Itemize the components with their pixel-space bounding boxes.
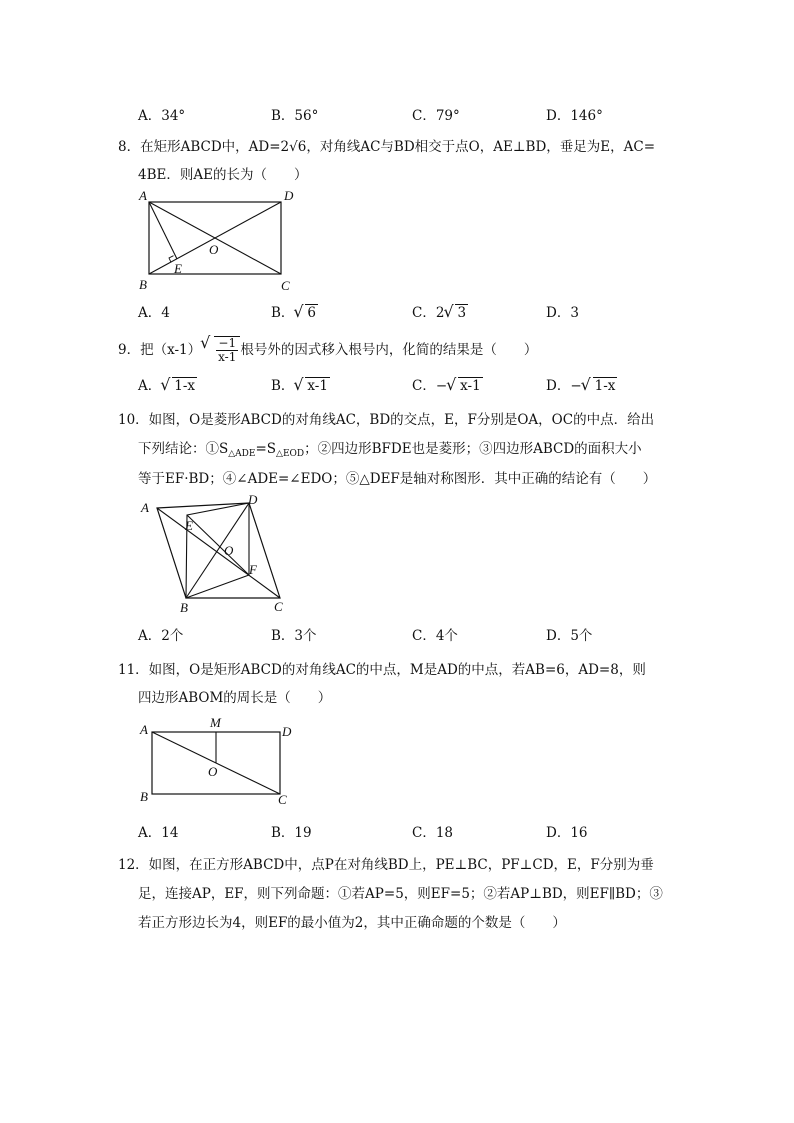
q10-label-c: C xyxy=(274,599,283,614)
q10-stem-line1: 10．如图，O是菱形ABCD的对角线AC，BD的交点，E，F分别是OA，OC的中点．给出 xyxy=(118,412,655,428)
q9-stem: 9．把（x-1） √ $\frac{-1}{x-1}$ 根号外的因式移入根号内，化简的结果是（ ） xyxy=(118,336,537,364)
q8-option-a: A．4 xyxy=(138,305,170,321)
q7-option-d: D．146° xyxy=(546,108,603,124)
q10-label-e: E xyxy=(185,518,193,533)
q11-option-a: A．14 xyxy=(138,825,179,841)
q10-options xyxy=(138,624,758,644)
q9-option-d: D．−√ 1-x xyxy=(546,374,617,394)
q8-option-b: B．√ 6 xyxy=(271,301,318,321)
q8-stem-line1: 8．在矩形ABCD中，AD=2√6，对角线AC与BD相交于点O，AE⊥BD，垂足为E，AC= xyxy=(118,139,656,155)
q7-option-c: C．79° xyxy=(412,108,460,124)
q9-option-c: C．−√ x-1 xyxy=(412,374,483,394)
q11-stem-line1: 11．如图，O是矩形ABCD的对角线AC的中点，M是AD的中点，若AB=6，AD=8，则 xyxy=(118,662,646,678)
q8-options xyxy=(138,301,758,321)
q8-stem-line2: 4BE．则AE的长为（ ） xyxy=(138,167,308,183)
q11-label-o: O xyxy=(208,764,218,779)
q8-label-d: D xyxy=(284,188,294,203)
q12-stem-line2: 足，连接AP，EF，则下列命题：①若AP=5，则EF=5；②若AP⊥BD，则EF∥BD；③ xyxy=(138,886,663,902)
q8-option-c: C．2√ 3 xyxy=(412,301,468,321)
q11-options xyxy=(138,821,758,841)
q11-label-b: B xyxy=(140,789,148,804)
q8-label-a: A xyxy=(139,188,147,203)
q10-label-o: O xyxy=(224,543,234,558)
q10-option-b: B．3个 xyxy=(271,628,317,644)
q8-label-c: C xyxy=(281,278,290,293)
q10-label-d: D xyxy=(248,492,258,507)
q10-label-a: A xyxy=(141,500,149,515)
q11-option-d: D．16 xyxy=(546,825,588,841)
q10-stem-line3: 等于EF·BD；④∠ADE=∠EDO；⑤△DEF是轴对称图形．其中正确的结论有（ ） xyxy=(138,471,657,487)
q8-label-o: O xyxy=(209,242,219,257)
q10-option-a: A．2个 xyxy=(138,628,184,644)
q7-option-b: B．56° xyxy=(271,108,319,124)
q7-option-a: A．34° xyxy=(138,108,186,124)
q8-label-e: E xyxy=(174,261,182,276)
q10-label-b: B xyxy=(180,600,188,615)
q11-stem-line2: 四边形ABOM的周长是（ ） xyxy=(138,690,332,706)
q11-label-a: A xyxy=(140,722,148,737)
q11-option-b: B．19 xyxy=(271,825,312,841)
q10-label-f: F xyxy=(249,562,257,577)
q10-figure xyxy=(135,492,300,617)
q8-option-d: D．3 xyxy=(546,305,579,321)
q11-label-m: M xyxy=(210,715,221,730)
q10-stem-line2: 下列结论：$①S_{\triangle ADE}=S_{\triangle EOD}$；②四边形BFDE也是菱形；③四边形ABCD的面积大小 xyxy=(138,441,642,459)
q8-figure xyxy=(130,185,300,295)
q9-option-b: B．√ x-1 xyxy=(271,374,330,394)
q10-option-d: D．5个 xyxy=(546,628,593,644)
q7-options xyxy=(138,104,758,124)
q10-option-c: C．4个 xyxy=(412,628,458,644)
q9-fraction: √ $\frac{-1}{x-1}$ xyxy=(218,336,237,364)
q11-figure xyxy=(135,712,300,812)
q11-label-d: D xyxy=(282,724,292,739)
q9-options xyxy=(138,374,758,394)
q12-stem-line1: 12．如图，在正方形ABCD中，点P在对角线BD上，PE⊥BC，PF⊥CD，E，F分别为垂 xyxy=(118,857,654,873)
q12-stem-line3: 若正方形边长为4，则EF的最小值为2，其中正确命题的个数是（ ） xyxy=(138,915,566,931)
q8-label-b: B xyxy=(139,277,147,292)
q9-option-a: A．√ 1-x xyxy=(138,374,197,394)
q11-option-c: C．18 xyxy=(412,825,454,841)
q11-label-c: C xyxy=(278,792,287,807)
